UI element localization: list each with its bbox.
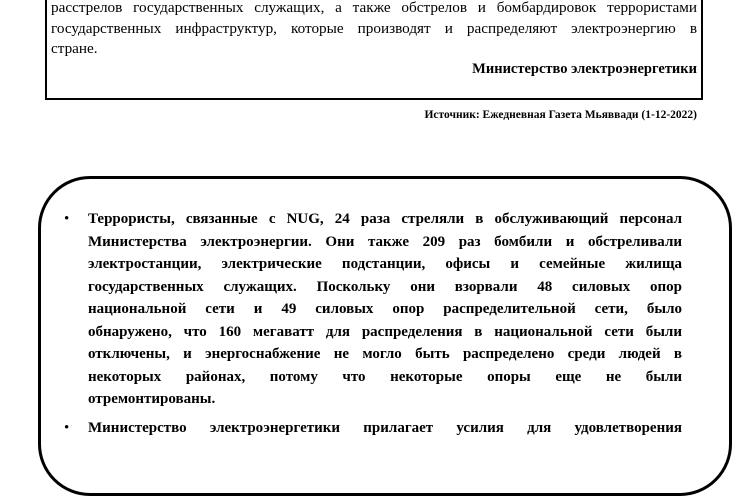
statement-line: расстрелов государственных служащих, а также обстрелов и бомбардировок террористами (51, 0, 697, 16)
bullet-line: отключены, и энергоснабжение не могло быть распределено среди людей в (88, 346, 682, 362)
bullet-line: отремонтированы. (88, 391, 216, 407)
statement-line: стране. (51, 40, 98, 57)
bullet-line: Министерства электроэнергии. Они также 209 раз бомбили и обстреливали (88, 233, 682, 250)
bullet-item (62, 208, 682, 411)
bullet-marker: • (64, 211, 70, 227)
bullet-line: некоторых районах, потому что некоторые опоры еще не были (88, 368, 682, 385)
bullet-line: Террористы, связанные с NUG, 24 раза стреляли в обслуживающий персонал (88, 211, 682, 227)
bullet-marker: • (64, 419, 70, 436)
source-citation: Источник: Ежедневная Газета Мьяввади (1-12-2022) (424, 109, 697, 121)
statement-text (51, 0, 697, 60)
bullet-line: обнаружено, что 160 мегаватт для распределения в национальной сети были (88, 323, 682, 340)
bullet-line: национальной сети и 49 силовых опор распределительной сети, было (88, 301, 682, 317)
summary-bullets (62, 208, 682, 445)
bullet-line: Министерство электроэнергетики прилагает усилия для удовлетворения (88, 419, 682, 436)
statement-signature: Министерство электроэнергетики (472, 61, 697, 77)
statement-line: государственных инфраструктур, которые производят и распределяют электроэнергию в (51, 19, 697, 37)
bullet-item (62, 417, 682, 440)
bullet-line: электростанции, электрические подстанции, офисы и семейные жилища (88, 256, 682, 272)
bullet-line: государственных служащих. Поскольку они взорвали 48 силовых опор (88, 278, 682, 295)
